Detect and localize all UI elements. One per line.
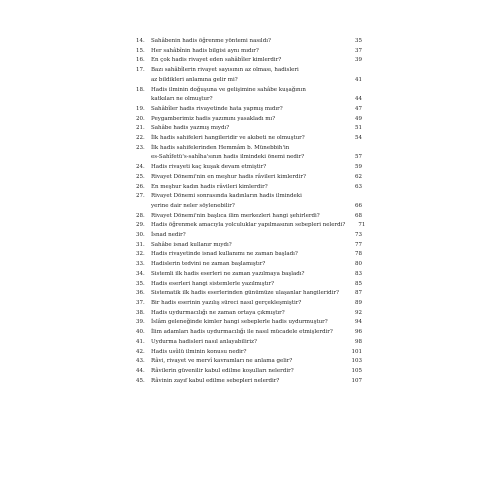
- toc-entry-number: 32.: [136, 251, 145, 258]
- toc-entry: [136, 115, 362, 125]
- toc-entry: [136, 134, 362, 144]
- toc-entry-title: [151, 221, 349, 231]
- toc-entry-page-number: 80: [355, 261, 362, 268]
- toc-entry: [136, 299, 362, 309]
- toc-entry-title-line: İlim adamları hadis uydurmacılığı ile nasıl mücadele etmişlerdir?: [151, 329, 333, 336]
- toc-entry-page-number: 98: [355, 338, 362, 345]
- toc-entry-number: 25.: [136, 173, 145, 180]
- toc-entry-title-line: Râvilerin güvenilir kabul edilme koşulları nelerdir?: [151, 367, 294, 374]
- toc-entry-title-line: Rivayet Dönemi sonrasında kadınların hadis ilmindeki: [151, 193, 302, 200]
- toc-entry-page-number: 85: [355, 280, 362, 287]
- toc-entry-page-number: 89: [355, 299, 362, 306]
- toc-entry-number: 34.: [136, 270, 145, 277]
- toc-entry: [136, 105, 362, 115]
- toc-entry: [136, 183, 362, 193]
- toc-entry: [136, 377, 362, 387]
- toc-entry-title: [151, 280, 346, 290]
- toc-entry: [136, 309, 362, 319]
- toc-entry: [136, 56, 362, 66]
- toc-entry-title: [151, 56, 346, 66]
- toc-entry: [136, 124, 362, 134]
- toc-entry-title: [151, 318, 346, 328]
- toc-entry-title: [151, 328, 346, 338]
- toc-entry-number: 36.: [136, 290, 145, 297]
- toc-entry: [136, 221, 366, 231]
- toc-entry-title: [151, 183, 346, 193]
- toc-entry-title-line: Uydurma hadisleri nasıl anlayabiliriz?: [151, 338, 257, 345]
- toc-entry-number: 37.: [136, 299, 145, 306]
- toc-entry-title-line: Hadis eserleri hangi sistemlerle yazılmıştır?: [151, 280, 275, 287]
- toc-entry: [136, 348, 362, 358]
- toc-entry-number: 35.: [136, 280, 145, 287]
- toc-entry-page-number: 49: [355, 115, 362, 122]
- toc-entry-title-line: Hadis usûlü ilminin konusu nedir?: [151, 348, 247, 355]
- toc-entry-number: 31.: [136, 241, 145, 248]
- toc-entry-page-number: 39: [355, 57, 362, 64]
- toc-entry-title: [151, 241, 346, 251]
- toc-entry-number: 27.: [136, 193, 145, 200]
- toc-entry: [136, 260, 362, 270]
- toc-entry-number: 17.: [136, 67, 145, 74]
- toc-entry: [136, 144, 362, 163]
- toc-entry-title-line: Hadis rivayeti kaç kuşak devam etmiştir?: [151, 164, 267, 171]
- toc-entry-title: [151, 115, 346, 125]
- toc-entry-title-line: Râvi, rivayet ve mervî kavramları ne anlama gelir?: [151, 358, 293, 365]
- table-of-contents: [136, 37, 366, 386]
- toc-entry-title-line: En çok hadis rivayet eden sahâbîler kimlerdir?: [151, 57, 282, 64]
- toc-entry-page-number: 73: [355, 232, 362, 239]
- toc-entry-title-line: Bir hadis eserinin yazılış süreci nasıl gerçekleşmiştir?: [151, 299, 302, 306]
- toc-entry-title-line: İsnad nedir?: [151, 232, 186, 239]
- toc-entry-title-line: Hadis öğrenmek amacıyla yolculuklar yapılmasının sebepleri nelerdi?: [151, 222, 346, 229]
- toc-entry-page-number: 107: [351, 377, 362, 384]
- toc-entry-title: [151, 348, 346, 358]
- toc-entry-number: 42.: [136, 348, 145, 355]
- toc-entry-page-number: 41: [355, 76, 362, 83]
- toc-entry-title: [151, 192, 346, 211]
- toc-entry-number: 39.: [136, 319, 145, 326]
- toc-entry: [136, 328, 362, 338]
- toc-entry-title-line: Sahâbe hadis yazmış mıydı?: [151, 125, 230, 132]
- toc-entry-page-number: 83: [355, 270, 362, 277]
- toc-entry-title-line: İlk hadis sahifeleri hangileridir ve akıbeti ne olmuştur?: [151, 135, 305, 142]
- toc-entry-title-line: yerine dair neler söylenebilir?: [151, 202, 235, 209]
- toc-entry-title: [151, 299, 346, 309]
- toc-entry-title-line: az bildikleri anlamına gelir mi?: [151, 76, 238, 83]
- toc-entry-title-line: Râvinin zayıf kabul edilme sebepleri nelerdir?: [151, 377, 280, 384]
- toc-entry-page-number: 35: [355, 38, 362, 44]
- toc-entry: [136, 231, 362, 241]
- toc-entry-title: [151, 47, 346, 57]
- toc-entry-title-line: Sistemli ilk hadis eserleri ne zaman yazılmaya başladı?: [151, 270, 305, 277]
- toc-entry-number: 16.: [136, 57, 145, 64]
- toc-entry-title-line: Bazı sahâbîlerin rivayet sayısının az olması, hadisleri: [151, 67, 299, 74]
- toc-entry-title-line: Hadis uydurmacılığı ne zaman ortaya çıkmıştır?: [151, 309, 285, 316]
- toc-entry-title-line: Sistematik ilk hadis eserlerinden günümüze ulaşanlar hangileridir?: [151, 290, 339, 297]
- toc-entry: [136, 241, 362, 251]
- toc-entry-title: [151, 212, 346, 222]
- toc-entry-title-line: Peygamberimiz hadis yazımını yasakladı mı?: [151, 115, 276, 122]
- toc-entry-number: 21.: [136, 125, 145, 132]
- toc-entry-page-number: 51: [355, 125, 362, 132]
- toc-entry-title-line: İlk hadis sahifelerinden Hemmâm b. Münebbih'in: [151, 144, 290, 151]
- toc-entry-page-number: 77: [355, 241, 362, 248]
- toc-entry-title: [151, 309, 346, 319]
- toc-entry: [136, 270, 362, 280]
- toc-entry-title-line: Rivayet Dönemi'nin başlıca ilim merkezleri hangi şehirlerdi?: [151, 212, 320, 219]
- toc-entry-page-number: 71: [358, 222, 366, 229]
- toc-entry-title: [151, 289, 346, 299]
- toc-entry: [136, 212, 362, 222]
- toc-entry-title-line: Hadis rivayetinde isnad kullanımı ne zaman başladı?: [151, 251, 298, 258]
- toc-entry: [136, 280, 362, 290]
- toc-entry: [136, 192, 362, 211]
- toc-entry: [136, 37, 362, 47]
- toc-entry-title-line: İslâm geleneğinde kimler hangi sebeplerle hadis uydurmuştur?: [151, 319, 328, 326]
- toc-entry: [136, 250, 362, 260]
- toc-entry-page-number: 62: [355, 173, 362, 180]
- toc-entry-page-number: 59: [355, 164, 362, 171]
- toc-entry-page-number: 101: [351, 348, 362, 355]
- toc-entry-number: 22.: [136, 135, 145, 142]
- toc-entry-title: [151, 163, 346, 173]
- toc-entry-title: [151, 105, 346, 115]
- toc-entry: [136, 173, 362, 183]
- toc-entry-number: 20.: [136, 115, 145, 122]
- toc-entry-number: 19.: [136, 105, 145, 112]
- toc-entry: [136, 289, 362, 299]
- toc-entry-title: [151, 377, 346, 387]
- toc-entry-title-line: Sahâbenin hadis öğrenme yöntemi nasıldı?: [151, 38, 271, 44]
- toc-entry-number: 30.: [136, 232, 145, 239]
- toc-entry-page-number: 37: [355, 47, 362, 54]
- toc-entry-title: [151, 250, 346, 260]
- toc-entry-page-number: 54: [355, 135, 362, 142]
- toc-entry-title: [151, 66, 346, 85]
- toc-entry: [136, 86, 362, 105]
- toc-entry-title: [151, 357, 346, 367]
- toc-entry-page-number: 47: [355, 105, 362, 112]
- toc-entry-title-line: Hadislerin tedvini ne zaman başlamıştır?: [151, 261, 266, 268]
- toc-entry-title-line: katkıları ne olmuştur?: [151, 96, 213, 103]
- toc-entry-page-number: 66: [355, 202, 362, 209]
- toc-entry-title-line: Hadis ilminin doğuşuna ve gelişimine sahâbe kuşağının: [151, 86, 306, 93]
- toc-entry-number: 15.: [136, 47, 145, 54]
- toc-entry-title: [151, 37, 346, 47]
- toc-entry-title: [151, 260, 346, 270]
- toc-entry-page-number: 87: [355, 290, 362, 297]
- toc-entry-title: [151, 134, 346, 144]
- toc-entry-number: 26.: [136, 183, 145, 190]
- toc-entry: [136, 367, 362, 377]
- toc-entry-number: 24.: [136, 164, 145, 171]
- toc-entry-number: 38.: [136, 309, 145, 316]
- toc-entry-page-number: 105: [351, 367, 362, 374]
- toc-entry-number: 40.: [136, 329, 145, 336]
- toc-entry: [136, 357, 362, 367]
- toc-entry-number: 14.: [136, 38, 145, 44]
- toc-entry-number: 43.: [136, 358, 145, 365]
- toc-entry-title: [151, 270, 346, 280]
- toc-entry-number: 44.: [136, 367, 145, 374]
- toc-entry-title: [151, 86, 346, 105]
- toc-entry: [136, 318, 362, 328]
- toc-entry-page-number: 96: [355, 329, 362, 336]
- toc-entry: [136, 66, 362, 85]
- toc-entry-number: 28.: [136, 212, 145, 219]
- toc-entry-title-line: En meşhur kadın hadis râvileri kimlerdir?: [151, 183, 268, 190]
- toc-entry-page-number: 57: [355, 154, 362, 161]
- toc-entry-title: [151, 231, 346, 241]
- toc-entry-title: [151, 173, 346, 183]
- toc-entry-number: 29.: [136, 222, 145, 229]
- toc-entry: [136, 163, 362, 173]
- toc-entry-title: [151, 124, 346, 134]
- toc-entry-number: 23.: [136, 144, 145, 151]
- toc-entry-page-number: 44: [355, 96, 362, 103]
- toc-entry-title-line: Rivayet Dönemi'nin en meşhur hadis râvileri kimlerdir?: [151, 173, 306, 180]
- toc-entry-title-line: es-Sahîfetü's-sahîha'sının hadis ilmindeki önemi nedir?: [151, 154, 305, 161]
- toc-entry-page-number: 92: [355, 309, 362, 316]
- toc-entry-title-line: Sahâbîler hadis rivayetinde hata yapmış mıdır?: [151, 105, 283, 112]
- toc-entry-page-number: 63: [355, 183, 362, 190]
- toc-entry-page-number: 68: [355, 212, 362, 219]
- toc-entry-page-number: 94: [355, 319, 362, 326]
- toc-entry-number: 33.: [136, 261, 145, 268]
- toc-entry-number: 41.: [136, 338, 145, 345]
- toc-entry-title: [151, 367, 346, 377]
- toc-entry-page-number: 103: [351, 358, 362, 365]
- toc-entry-number: 18.: [136, 86, 145, 93]
- toc-entry: [136, 338, 362, 348]
- toc-entry: [136, 47, 362, 57]
- toc-entry-title: [151, 144, 346, 163]
- toc-entry-page-number: 78: [355, 251, 362, 258]
- toc-entry-title-line: Her sahâbînin hadis bilgisi aynı mıdır?: [151, 47, 259, 54]
- toc-entry-title-line: Sahâbe isnad kullanır mıydı?: [151, 241, 232, 248]
- toc-entry-title: [151, 338, 346, 348]
- toc-entry-number: 45.: [136, 377, 145, 384]
